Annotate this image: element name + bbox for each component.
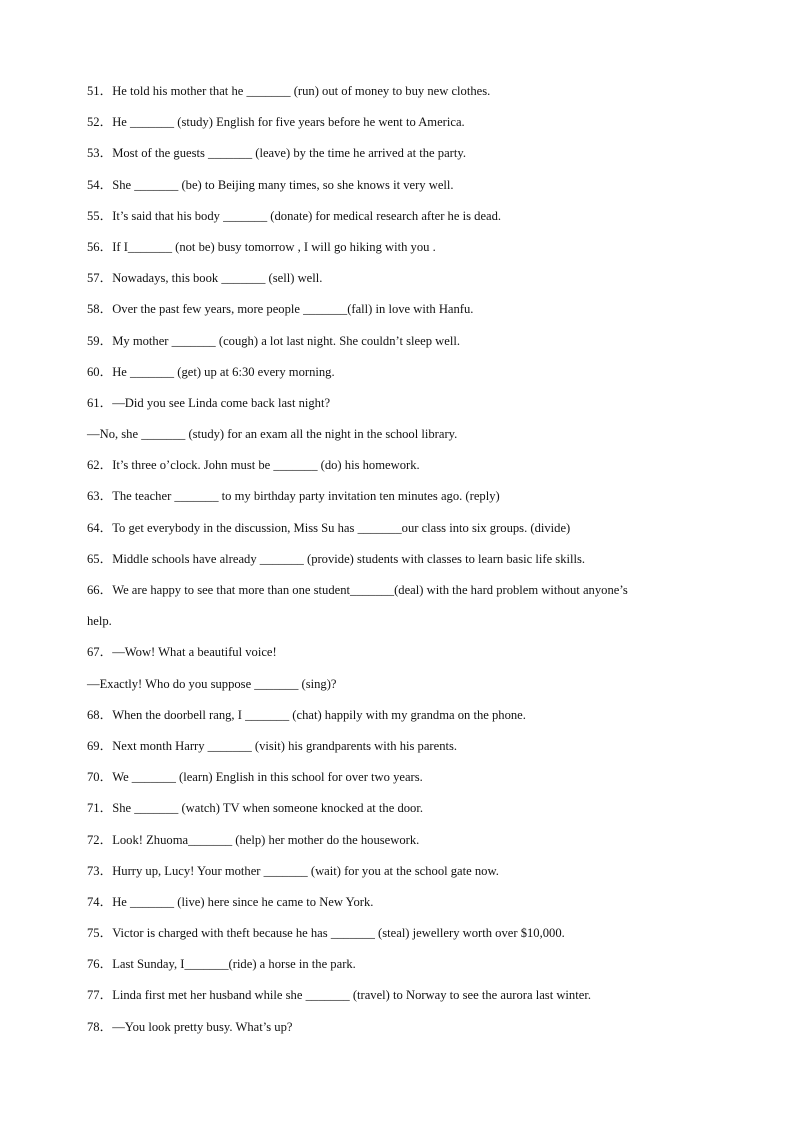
question-66: 66．We are happy to see that more than one student_______(deal) with the hard problem without anyone’s xyxy=(87,583,628,597)
question-58: 58．Over the past few years, more people _______(fall) in love with Hanfu. xyxy=(87,302,474,317)
question-64: 64．To get everybody in the discussion, Miss Su has _______our class into six groups. (divide) xyxy=(87,520,571,535)
question-66-continued: help. xyxy=(87,614,112,629)
question-55: 55．It’s said that his body _______ (donate) for medical research after he is dead. xyxy=(87,208,502,223)
question-52: 52．He _______ (study) English for five years before he went to America. xyxy=(87,115,465,130)
question-63: 63．The teacher _______ to my birthday party invitation ten minutes ago. (reply) xyxy=(87,489,500,504)
question-77: 77．Linda first met her husband while she _______ (travel) to Norway to see the aurora last winter. xyxy=(87,988,591,1003)
question-68: 68．When the doorbell rang, I _______ (chat) happily with my grandma on the phone. xyxy=(87,707,526,722)
question-74: 74．He _______ (live) here since he came to New York. xyxy=(87,894,374,909)
question-60: 60．He _______ (get) up at 6:30 every morning. xyxy=(87,364,335,379)
question-75: 75．Victor is charged with theft because he has _______ (steal) jewellery worth over $10,000. xyxy=(87,926,565,941)
question-67-reply: —Exactly! Who do you suppose _______ (sing)? xyxy=(87,676,337,691)
question-65: 65．Middle schools have already _______ (provide) students with classes to learn basic life skills. xyxy=(87,551,586,566)
question-71: 71．She _______ (watch) TV when someone knocked at the door. xyxy=(87,801,424,816)
question-57: 57．Nowadays, this book _______ (sell) well. xyxy=(87,271,323,286)
question-78: 78．—You look pretty busy. What’s up? xyxy=(87,1019,293,1034)
question-54: 54．She _______ (be) to Beijing many times, so she knows it very well. xyxy=(87,177,454,192)
question-59: 59．My mother _______ (cough) a lot last night. She couldn’t sleep well. xyxy=(87,333,460,348)
question-70: 70．We _______ (learn) English in this school for over two years. xyxy=(87,770,423,785)
question-61: 61．—Did you see Linda come back last night? xyxy=(87,395,331,410)
question-61-reply: —No, she _______ (study) for an exam all the night in the school library. xyxy=(87,427,458,442)
question-73: 73．Hurry up, Lucy! Your mother _______ (wait) for you at the school gate now. xyxy=(87,863,499,878)
question-56: 56．If I_______ (not be) busy tomorrow , I will go hiking with you . xyxy=(87,239,436,254)
question-62: 62．It’s three o’clock. John must be _______ (do) his homework. xyxy=(87,458,420,473)
question-51: 51．He told his mother that he _______ (run) out of money to buy new clothes. xyxy=(87,84,491,98)
question-72: 72．Look! Zhuoma_______ (help) her mother do the housework. xyxy=(87,832,420,847)
question-69: 69．Next month Harry _______ (visit) his grandparents with his parents. xyxy=(87,738,458,753)
question-67: 67．—Wow! What a beautiful voice! xyxy=(87,645,277,660)
exercise-list xyxy=(87,80,707,1047)
question-53: 53．Most of the guests _______ (leave) by the time he arrived at the party. xyxy=(87,146,466,161)
question-76: 76．Last Sunday, I_______(ride) a horse in the park. xyxy=(87,957,356,972)
